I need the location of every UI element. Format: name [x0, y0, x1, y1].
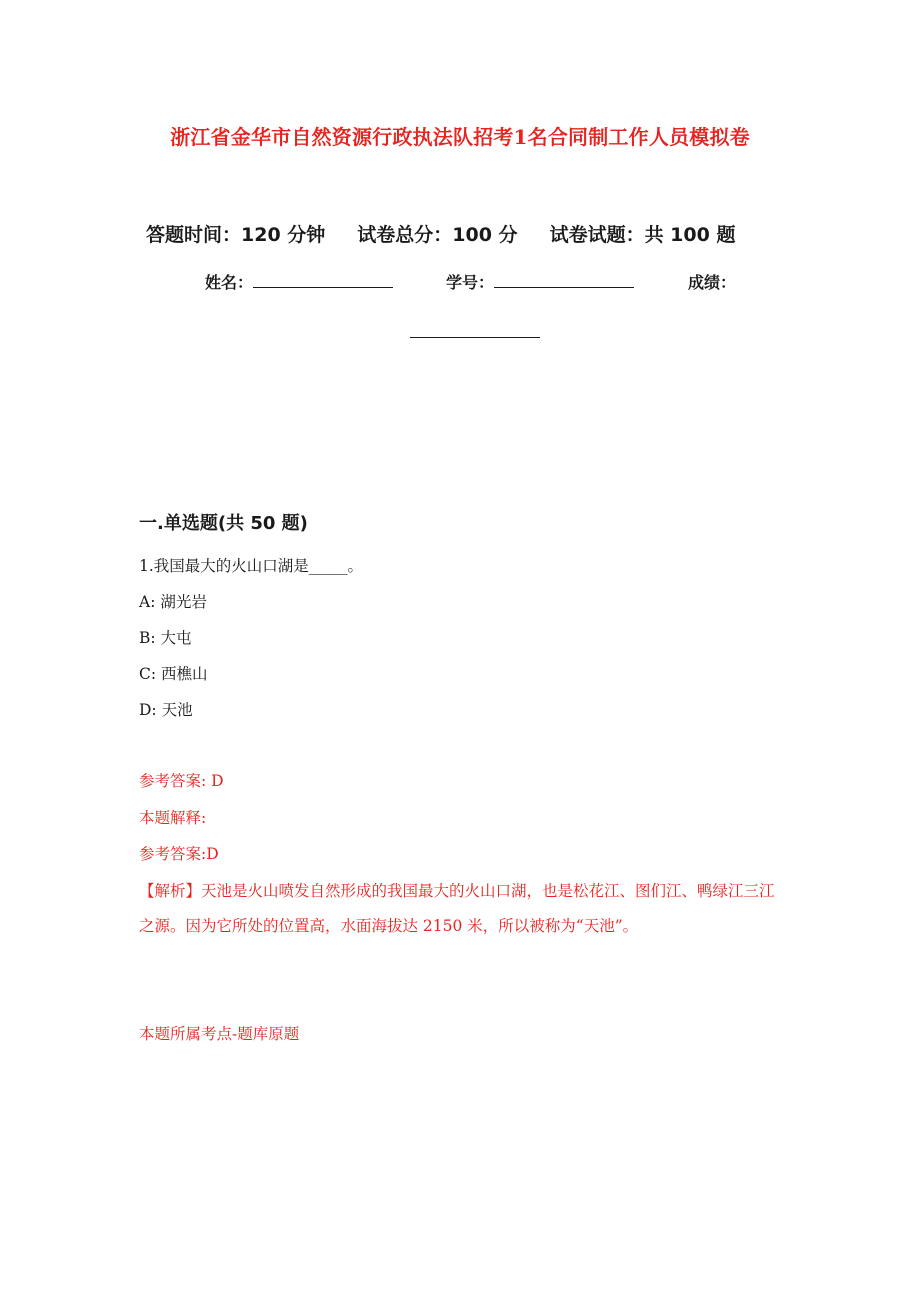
- explanation-text: 【解析】天池是火山喷发自然形成的我国最大的火山口湖，也是松花江、图们江、鸭绿江三江之源。因为它所处的位置高，水面海拔达 2150 米，所以被称为“天池”。: [139, 882, 775, 935]
- score-label: 成绩：: [688, 273, 737, 292]
- exam-question-count: 试卷试题：共 100 题: [549, 224, 736, 246]
- question-source: 本题所属考点-题库原题: [139, 1025, 300, 1043]
- explanation-label: 本题解释:: [139, 809, 207, 827]
- option-b: B: 大屯: [139, 629, 192, 647]
- exam-time: 答题时间：120 分钟: [146, 224, 326, 246]
- section-heading: 一.单选题(共 50 题): [139, 513, 308, 534]
- score-field: [688, 270, 736, 293]
- score-blank: [410, 321, 540, 338]
- name-field: [205, 270, 393, 293]
- student-id-field: [446, 270, 634, 293]
- option-c: C: 西樵山: [139, 665, 208, 683]
- question-stem: 1.我国最大的火山口湖是_____。: [139, 557, 364, 575]
- reference-answer: 参考答案: D: [139, 772, 224, 790]
- option-d: D: 天池: [139, 701, 193, 719]
- document-title: 浙江省金华市自然资源行政执法队招考1名合同制工作人员模拟卷: [170, 125, 750, 149]
- option-a: A: 湖光岩: [139, 593, 207, 611]
- reference-answer-detail: 参考答案:D: [139, 845, 219, 863]
- exam-meta: [146, 220, 735, 247]
- student-id-label: 学号：: [446, 273, 495, 292]
- name-blank: [253, 271, 393, 288]
- exam-total-score: 试卷总分：100 分: [357, 224, 518, 246]
- student-id-blank: [494, 271, 634, 288]
- name-label: 姓名：: [205, 273, 254, 292]
